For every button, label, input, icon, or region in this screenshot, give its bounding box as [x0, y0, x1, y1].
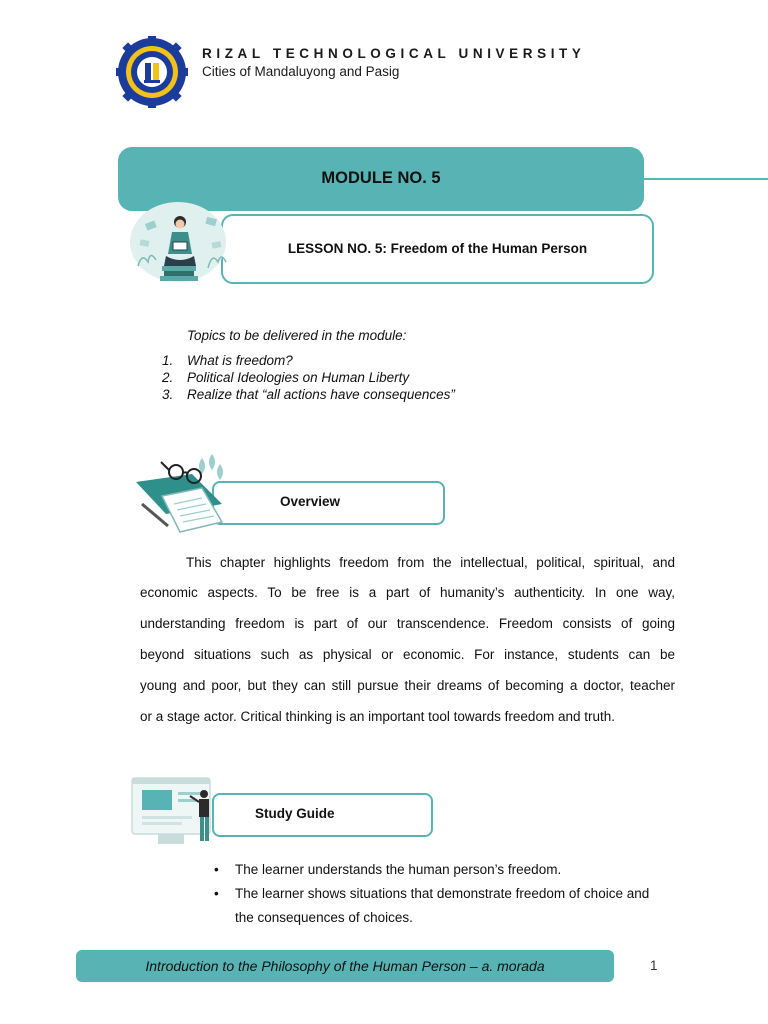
study-guide-bullet-continuation: the consequences of choices.: [235, 910, 413, 925]
bullet-symbol: •: [214, 862, 219, 877]
topics-intro: Topics to be delivered in the module:: [187, 328, 407, 343]
module-banner-line: [644, 178, 768, 180]
footer-bar: [76, 950, 614, 982]
notebook-glasses-illustration: [132, 452, 232, 540]
topic-item: [162, 387, 455, 402]
overview-paragraph-line: economic aspects. To be free is a part of humanity’s authenticity. In one way,: [140, 585, 675, 600]
overview-paragraph-line: young and poor, but they can still pursue their dreams of becoming a doctor, teacher: [140, 678, 675, 693]
topic-number: 1.: [162, 353, 174, 368]
topic-item: [162, 353, 293, 368]
topic-text: Realize that “all actions have consequences”: [187, 387, 455, 402]
topic-number: 2.: [162, 370, 174, 385]
lesson-title: LESSON NO. 5: Freedom of the Human Person: [287, 241, 588, 256]
topic-text: What is freedom?: [187, 353, 293, 368]
page-number: 1: [650, 958, 658, 973]
topic-text: Political Ideologies on Human Liberty: [187, 370, 410, 385]
reading-student-illustration: [126, 196, 236, 288]
overview-paragraph-line: or a stage actor. Critical thinking is an important tool towards freedom and truth.: [140, 709, 615, 724]
university-name: RIZAL TECHNOLOGICAL UNIVERSITY: [202, 46, 586, 61]
topic-item: [162, 370, 409, 385]
overview-paragraph-line: understanding freedom is part of our transcendence. Freedom consists of going: [140, 616, 675, 631]
presentation-screen-illustration: [128, 772, 222, 852]
overview-paragraph-line: This chapter highlights freedom from the intellectual, political, spiritual, and: [186, 555, 675, 570]
module-title: MODULE NO. 5: [321, 169, 441, 187]
topic-number: 3.: [162, 387, 174, 402]
study-guide-bullet: The learner understands the human person’s freedom.: [235, 862, 562, 877]
university-location: Cities of Mandaluyong and Pasig: [202, 64, 400, 79]
university-logo: [116, 36, 188, 108]
overview-paragraph-line: beyond situations such as physical or economic. For instance, students can be: [140, 647, 675, 662]
footer-text: Introduction to the Philosophy of the Human Person – a. morada: [145, 958, 545, 974]
overview-heading: Overview: [280, 494, 341, 509]
study-guide-bullet: The learner shows situations that demonstrate freedom of choice and: [235, 886, 650, 901]
study-guide-heading: Study Guide: [255, 806, 335, 821]
bullet-symbol: •: [214, 886, 219, 901]
lesson-box: [221, 214, 654, 284]
